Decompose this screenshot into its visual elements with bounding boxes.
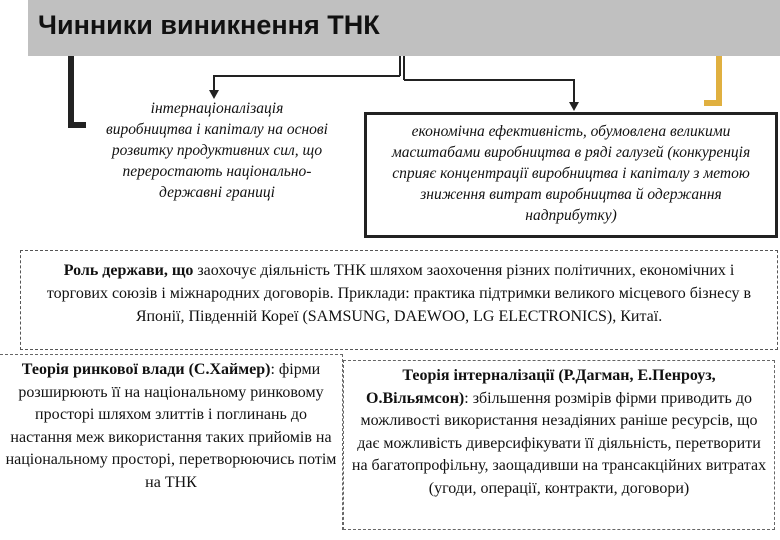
theory-internalization-box [343, 360, 775, 530]
state-role-text: заохочує діяльність ТНК шляхом заохочення різних політичних, економічних і торгових союзів і міжнародних договорів. Приклади: практика підтримки великого місцевого бізнесу в Японії, Південній Кореї (SAMSUNG, DAEWOO, LG ELECTRONICS), Китаї. [46, 262, 752, 325]
theory-internalization-heading: Теорія інтерналізації (Р.Дагман, Е.Пенроуз, О.Вільямсон) [366, 367, 716, 407]
page-title: Чинники виникнення ТНК [38, 10, 380, 40]
state-role-heading: Роль держави, що [63, 262, 194, 279]
theory-internalization-text: : збільшення розмірів фірми приводить до можливості використання незадіяних раніше ресурсів, що дає можливість диверсифікувати її діяльність, перетворити на багатопрофільну, заощадивши на трансакційних витратах (угоди, операції, контракти, договори) [351, 389, 767, 497]
theory-market-power-heading: Теорія ринкової влади (С.Хаймер) [21, 361, 271, 378]
factor-efficiency-box: економічна ефективність, обумовлена великими масштабами виробництва в ряді галузей (конкуренція сприяє концентрації виробництва і капіталу з метою зниження витрат виробництва й одержання надприбутку) [364, 112, 778, 238]
theory-market-power-text: : фірми розширюють її на національному ринковому просторі шляхом злиттів і поглинань до настання меж використання таких прийомів на національному просторі, перетворюючись потім на ТНК [5, 361, 337, 491]
arrowhead-right [569, 102, 579, 111]
connector-left [214, 76, 400, 92]
theory-market-power-box [0, 354, 343, 530]
state-role-box [20, 250, 778, 350]
factor-internationalization: інтернаціоналізація виробництва і капіталу на основі розвитку продуктивних сил, що переростають національно-державні границі [106, 100, 328, 201]
connector-right [404, 80, 574, 104]
